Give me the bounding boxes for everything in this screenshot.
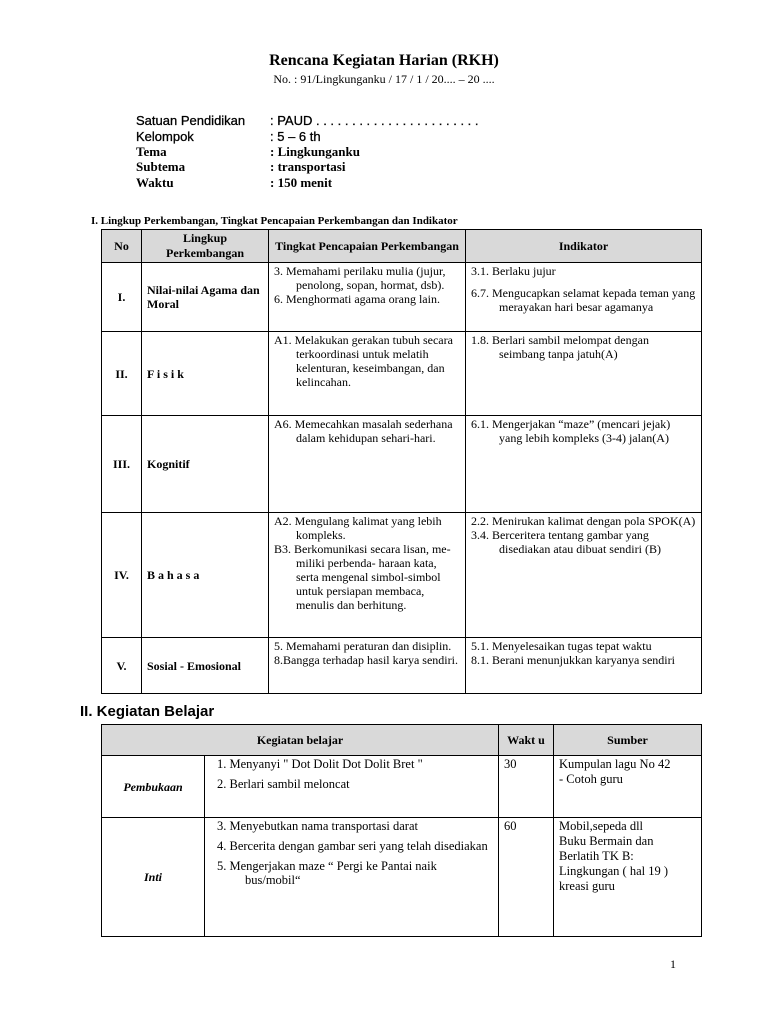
row-lingkup: Nilai-nilai Agama dan Moral [142, 263, 269, 332]
table-row [102, 513, 702, 638]
info-label: Kelompok [136, 129, 194, 144]
activity-item: 5. Mengerjakan maze “ Pergi ke Pantai naik bus/mobil“ [217, 859, 437, 887]
row-indikator [466, 416, 702, 513]
section2-title: II. Kegiatan Belajar [80, 703, 215, 720]
tpp-item: A2. Mengulang kalimat yang lebih kompleks. [274, 514, 442, 542]
row-lingkup: Sosial - Emosional [142, 638, 269, 694]
activity-item: 1. Menyanyi " Dot Dolit Dot Dolit Bret " [217, 757, 423, 771]
indikator-item: 3.4. Berceritera tentang gambar yang disediakan atau dibuat sendiri (B) [471, 528, 661, 556]
row-tpp [269, 263, 466, 332]
header-indikator: Indikator [466, 230, 702, 263]
activity-item: 3. Menyebutkan nama transportasi darat [217, 819, 418, 833]
source-item: kreasi guru [559, 879, 615, 893]
source-item: Buku Bermain dan Berlatih TK B: Lingkungan ( hal 19 ) [559, 834, 669, 878]
header-no: No [102, 230, 142, 263]
row-indikator [466, 332, 702, 416]
tpp-item: B3. Berkomunikasi secara lisan, me-miliki perbenda- haraan kata, serta mengenal simbol-simbol untuk persiapan membaca, menulis dan berhitung. [274, 542, 451, 612]
row-tpp [269, 332, 466, 416]
row-indikator [466, 638, 702, 694]
tpp-item: 6. Menghormati agama orang lain. [274, 292, 440, 306]
activity-time: 60 [499, 818, 554, 937]
phase-label: Pembukaan [102, 756, 205, 818]
table-row [102, 332, 702, 416]
header-sumber: Sumber [554, 725, 702, 756]
info-value: : PAUD . . . . . . . . . . . . . . . . . . . . . . . [270, 113, 479, 128]
development-table [101, 229, 702, 694]
row-indikator [466, 263, 702, 332]
row-tpp [269, 513, 466, 638]
info-label: Tema [136, 144, 167, 159]
section1-title: I. Lingkup Perkembangan, Tingkat Pencapaian Perkembangan dan Indikator [91, 215, 458, 227]
tpp-item: A1. Melakukan gerakan tubuh secara terkoordinasi untuk melatih kelenturan, keseimbangan, dan kelincahan. [274, 333, 453, 389]
table-row [102, 263, 702, 332]
indikator-item: 5.1. Menyelesaikan tugas tepat waktu [471, 639, 652, 653]
row-no: I. [102, 263, 142, 332]
indikator-item: 2.2. Menirukan kalimat dengan pola SPOK(A) [471, 514, 696, 528]
row-no: IV. [102, 513, 142, 638]
info-label: Subtema [136, 159, 186, 174]
info-value: : 5 – 6 th [270, 129, 321, 144]
row-no: V. [102, 638, 142, 694]
row-tpp [269, 416, 466, 513]
row-lingkup: F i s i k [142, 332, 269, 416]
activity-time: 30 [499, 756, 554, 818]
info-value: : Lingkunganku [270, 144, 360, 159]
info-value: : 150 menit [270, 175, 333, 190]
header-lingkup: Lingkup Perkembangan [142, 230, 269, 263]
table-row [102, 638, 702, 694]
row-lingkup: Kognitif [142, 416, 269, 513]
tpp-item: 3. Memahami perilaku mulia (jujur, penolong, sopan, hormat, dsb). [274, 264, 446, 292]
source-item: Mobil,sepeda dll [559, 819, 644, 833]
source-item: Kumpulan lagu No 42 [559, 757, 671, 771]
indikator-item: 1.8. Berlari sambil melompat dengan seimbang tanpa jatuh(A) [471, 333, 649, 361]
document-title: Rencana Kegiatan Harian (RKH) [269, 52, 499, 69]
info-label: Waktu [136, 175, 174, 190]
indikator-item: 6.1. Mengerjakan “maze” (mencari jejak) yang lebih kompleks (3-4) jalan(A) [471, 417, 671, 445]
activity-table [101, 724, 702, 937]
row-lingkup: B a h a s a [142, 513, 269, 638]
activity-item: 2. Berlari sambil meloncat [217, 777, 350, 791]
table-row [102, 756, 702, 818]
source-item: - Cotoh guru [559, 772, 623, 786]
page-number: 1 [670, 957, 676, 971]
indikator-item: 3.1. Berlaku jujur [471, 264, 556, 278]
activity-list [205, 818, 499, 937]
info-label: Satuan Pendidikan [136, 113, 246, 128]
tpp-item: 8.Bangga terhadap hasil karya sendiri. [274, 653, 458, 667]
activity-item: 4. Bercerita dengan gambar seri yang telah disediakan [217, 839, 488, 853]
table-row [102, 818, 702, 937]
activity-source [554, 756, 702, 818]
row-no: II. [102, 332, 142, 416]
table-row [102, 416, 702, 513]
tpp-item: 5. Memahami peraturan dan disiplin. [274, 639, 452, 653]
tpp-item: A6. Memecahkan masalah sederhana dalam kehidupan sehari-hari. [274, 417, 453, 445]
row-indikator [466, 513, 702, 638]
indikator-item: 6.7. Mengucapkan selamat kepada teman yang merayakan hari besar agamanya [471, 286, 696, 314]
activity-list [205, 756, 499, 818]
header-tpp: Tingkat Pencapaian Perkembangan [269, 230, 466, 263]
row-tpp [269, 638, 466, 694]
indikator-item: 8.1. Berani menunjukkan karyanya sendiri [471, 653, 675, 667]
document-number: No. : 91/Lingkunganku / 17 / 1 / 20.... – 20 .... [273, 72, 495, 86]
header-waktu: Wakt u [499, 725, 554, 756]
info-value: : transportasi [270, 159, 346, 174]
header-kegiatan: Kegiatan belajar [102, 725, 499, 756]
row-no: III. [102, 416, 142, 513]
activity-source [554, 818, 702, 937]
phase-label: Inti [102, 818, 205, 937]
